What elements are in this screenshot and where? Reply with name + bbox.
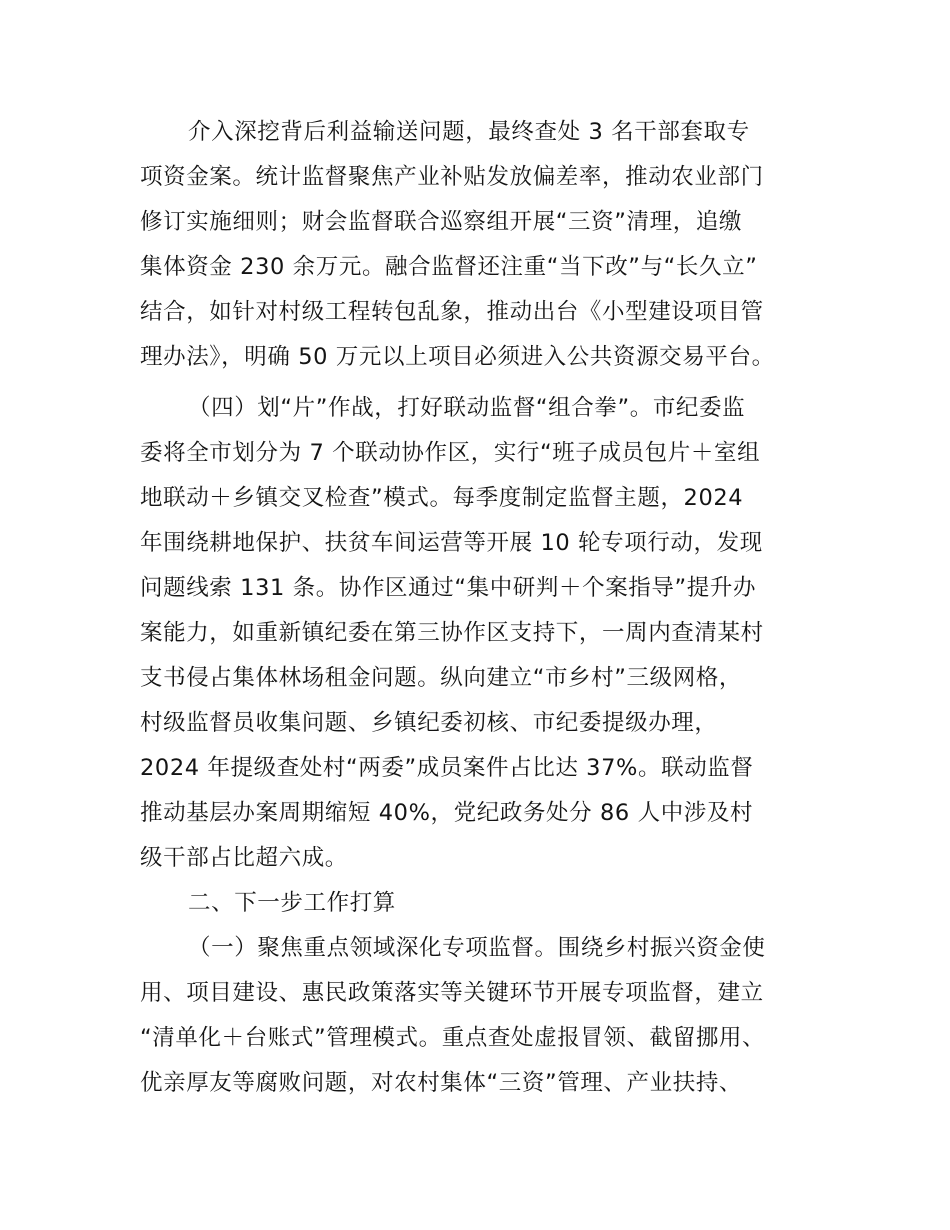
text-line: 年围绕耕地保护、扶贫车间运营等开展 10 轮专项行动，发现 [140,530,763,556]
text-line: 理办法》，明确 50 万元以上项目必须进入公共资源交易平台。 [140,344,775,370]
section-heading-4: （四）划“片”作战，打好联动监督“组合拳”。市纪委监 [188,395,746,421]
text-line: 地联动＋乡镇交叉检查”模式。每季度制定监督主题，2024 [140,485,744,511]
text-line: “清单化＋台账式”管理模式。重点查处虚报冒领、截留挪用、 [140,1025,766,1051]
text-line: 结合，如针对村级工程转包乱象，推动出台《小型建设项目管 [140,299,764,325]
text-line: 村级监督员收集问题、乡镇纪委初核、市纪委提级办理， [140,710,718,736]
text-line: 案能力，如重新镇纪委在第三协作区支持下，一周内查清某村 [140,620,764,646]
text-line: 级干部占比超六成。 [140,845,348,871]
text-line: 问题线索 131 条。协作区通过“集中研判＋个案指导”提升办 [140,575,757,601]
text-line: 介入深挖背后利益输送问题，最终查处 3 名干部套取专 [188,119,750,145]
text-line: 修订实施细则；财会监督联合巡察组开展“三资”清理，追缴 [140,209,743,235]
text-line: 支书侵占集体林场租金问题。纵向建立“市乡村”三级网格， [140,665,743,691]
text-line: 优亲厚友等腐败问题，对农村集体“三资”管理、产业扶持、 [140,1070,743,1096]
text-line: 项资金案。统计监督聚焦产业补贴发放偏差率，推动农业部门 [140,164,764,190]
section-heading-1: （一）聚焦重点领域深化专项监督。围绕乡村振兴资金使 [188,935,766,961]
text-line: 集体资金 230 余万元。融合监督还注重“当下改”与“长久立” [140,254,758,280]
text-line: 用、项目建设、惠民政策落实等关键环节开展专项监督，建立 [140,980,764,1006]
text-line: 推动基层办案周期缩短 40%，党纪政务处分 86 人中涉及村 [140,800,754,826]
text-line: 2024 年提级查处村“两委”成员案件占比达 37%。联动监督 [140,755,754,781]
text-line: 委将全市划分为 7 个联动协作区，实行“班子成员包片＋室组 [140,440,761,466]
chapter-heading: 二、下一步工作打算 [188,890,396,916]
